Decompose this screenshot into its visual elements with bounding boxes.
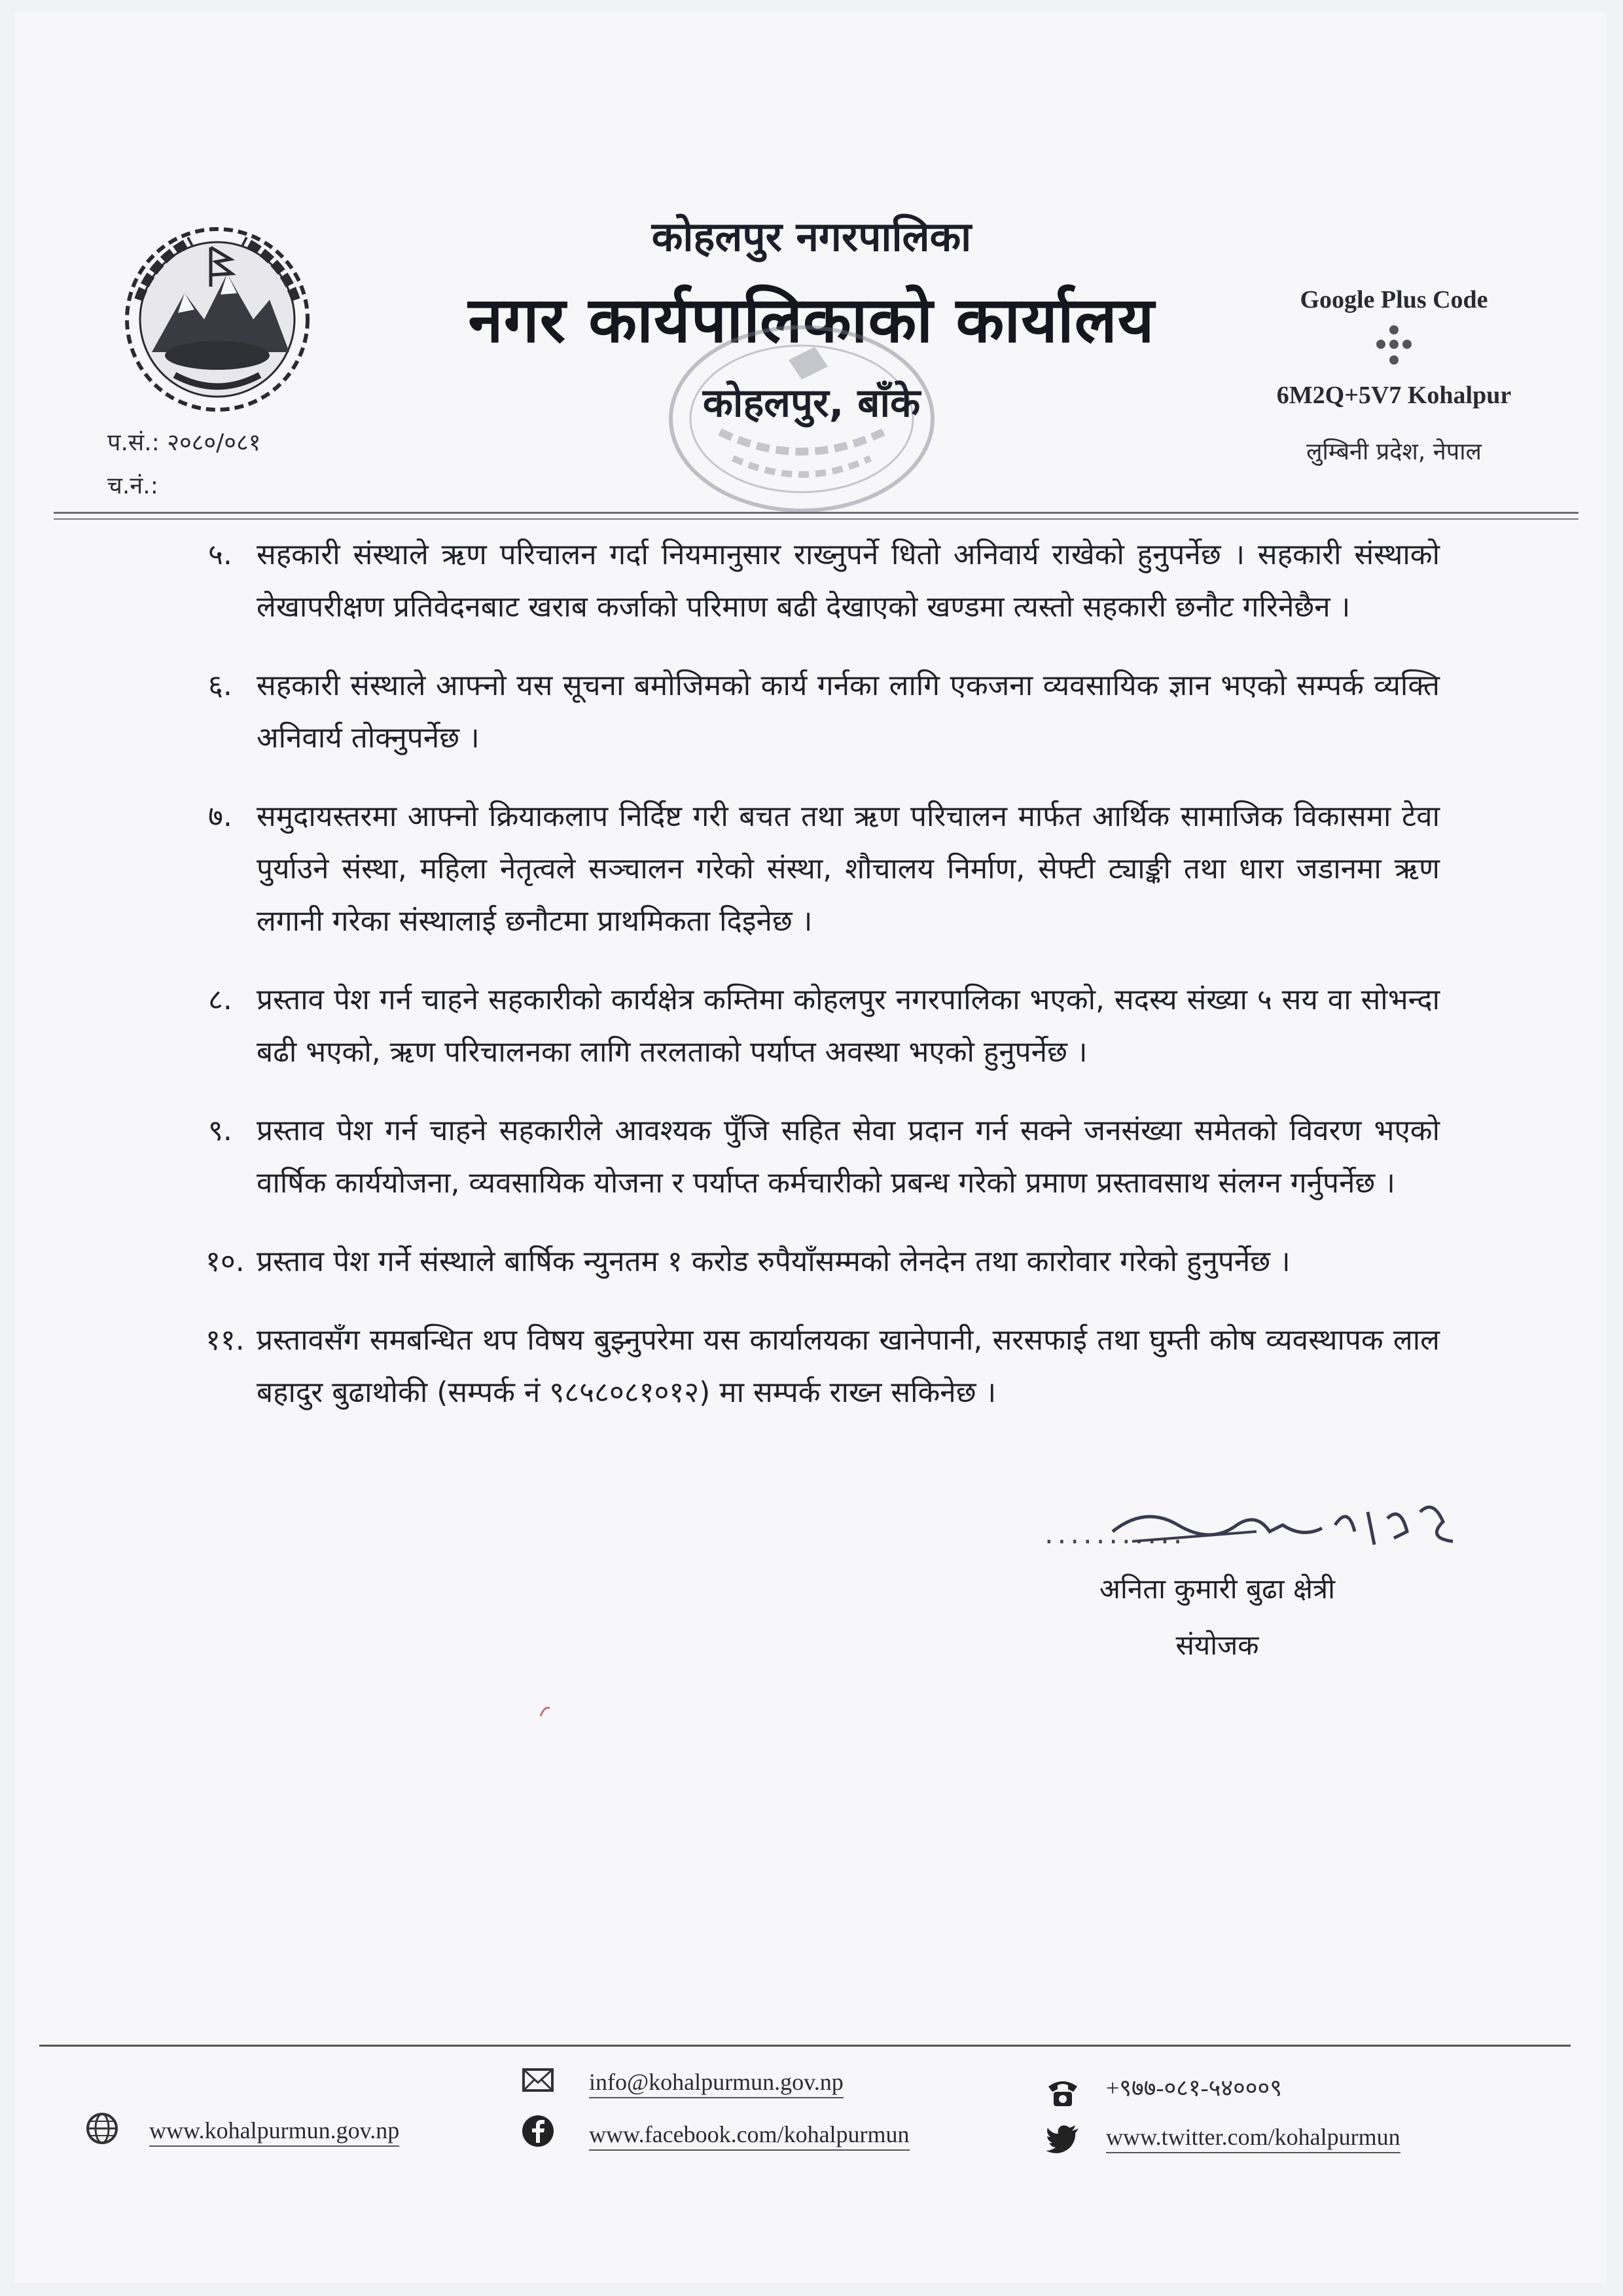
- globe-icon: [84, 2110, 120, 2147]
- list-item: [196, 791, 1440, 948]
- plus-code-label: Google Plus Code: [1300, 286, 1488, 314]
- office-subtitle: कोहलपुर नगरपालिका: [651, 213, 972, 260]
- plus-code-region: लुम्बिनी प्रदेश, नेपाल: [1306, 439, 1482, 465]
- list-item-text: प्रस्ताव पेश गर्ने संस्थाले बार्षिक न्युनतम १ करोड रुपैयाँसम्मको लेनदेन तथा कारोवार गरेको हुनुपर्नेछ ।: [257, 1245, 1291, 1278]
- mail-icon: [520, 2062, 556, 2098]
- signatory-name: अनिता कुमारी बुढा क्षेत्री: [1099, 1573, 1336, 1605]
- list-item-number: ७.: [208, 800, 232, 833]
- list-item-text: सहकारी संस्थाले ऋण परिचालन गर्दा नियमानुसार राख्नुपर्ने धितो अनिवार्य राखेको हुनुपर्नेछ । सहकारी संस्थाको लेखापरीक्षण प्रतिवेदनबाट खराब कर्जाको परिमाण बढी देखाएको खण्डमा त्यस्तो सहकारी छनौट गरिनेछैन ।: [257, 538, 1440, 624]
- list-item: [196, 1105, 1440, 1210]
- footer-divider: [39, 2045, 1571, 2047]
- ref-patra-sankhya: प.सं.: २०८०/०८१: [107, 429, 261, 456]
- handwritten-signature-icon: [1086, 1486, 1492, 1571]
- list-item-text: प्रस्तावसँग समबन्धित थप विषय बुझ्नुपरेमा यस कार्यालयका खानेपानी, सरसफाई तथा घुम्ती कोष व्यवस्थापक लाल बहादुर बुढाथोकी (सम्पर्क नं ९८५८०८१०१२) मा सम्पर्क राख्न सकिनेछ ।: [257, 1323, 1440, 1409]
- twitter-icon: [1044, 2121, 1081, 2157]
- list-item-text: सहकारी संस्थाले आफ्नो यस सूचना बमोजिमको कार्य गर्नका लागि एकजना व्यवसायिक ज्ञान भएको सम्पर्क व्यक्ति अनिवार्य तोक्नुपर्नेछ ।: [257, 669, 1440, 755]
- notice-items-list: [196, 529, 1440, 1445]
- plus-code-icon: [1361, 323, 1427, 376]
- header-divider-secondary: [54, 518, 1578, 520]
- list-item-number: १०.: [205, 1245, 245, 1278]
- facebook-icon: [520, 2113, 556, 2149]
- phone-number: +९७७-०८१-५४०००९: [1106, 2075, 1282, 2101]
- list-item-text: समुदायस्तरमा आफ्नो क्रियाकलाप निर्दिष्ट गरी बचत तथा ऋण परिचालन मार्फत आर्थिक सामाजिक विकासमा टेवा पुर्याउने संस्था, महिला नेतृत्वले सञ्चालन गरेको संस्था, शौचालय निर्माण, सेफ्टी ट्याङ्की तथा धारा जडानमा ऋण लगानी गरेका संस्थालाई छनौटमा प्राथमिकता दिइनेछ ।: [257, 800, 1440, 938]
- phone-icon: [1044, 2073, 1081, 2110]
- facebook-link[interactable]: www.facebook.com/kohalpurmun: [589, 2121, 910, 2151]
- website-link[interactable]: www.kohalpurmun.gov.np: [149, 2117, 399, 2147]
- ref-chalani-number: च.नं.:: [107, 473, 158, 499]
- office-location: कोहलपुर, बाँके: [702, 380, 921, 426]
- list-item-number: ११.: [205, 1323, 245, 1357]
- twitter-link[interactable]: www.twitter.com/kohalpurmun: [1106, 2123, 1400, 2153]
- list-item: [196, 660, 1440, 764]
- signature-dotted-line: ...........: [1042, 1522, 1184, 1549]
- list-item: [196, 1314, 1440, 1419]
- list-item-number: ८.: [208, 983, 232, 1016]
- signatory-role: संयोजक: [1175, 1629, 1259, 1661]
- list-item: [196, 1236, 1440, 1288]
- list-item: [196, 529, 1440, 634]
- plus-code-value: 6M2Q+5V7 Kohalpur: [1276, 382, 1512, 409]
- stray-ink-mark: [535, 1702, 555, 1721]
- list-item-number: ९.: [208, 1114, 232, 1147]
- list-item-number: ५.: [208, 538, 232, 571]
- list-item: [196, 974, 1440, 1079]
- list-item-text: प्रस्ताव पेश गर्न चाहने सहकारीको कार्यक्षेत्र कम्तिमा कोहलपुर नगरपालिका भएको, सदस्य संख्या ५ सय वा सोभन्दा बढी भएको, ऋण परिचालनका लागि तरलताको पर्याप्त अवस्था भएको हुनुपर्नेछ ।: [257, 983, 1440, 1069]
- office-title: नगर कार्यपालिकाको कार्यालय: [468, 283, 1155, 357]
- list-item-text: प्रस्ताव पेश गर्न चाहने सहकारीले आवश्यक पुँजि सहित सेवा प्रदान गर्न सक्ने जनसंख्या समेतको विवरण भएको वार्षिक कार्ययोजना, व्यवसायिक योजना र पर्याप्त कर्मचारीको प्रबन्ध गरेको प्रमाण प्रस्तावसाथ संलग्न गर्नुपर्नेछ ।: [257, 1114, 1440, 1200]
- list-item-number: ६.: [208, 669, 232, 702]
- email-link[interactable]: info@kohalpurmun.gov.np: [589, 2068, 844, 2098]
- header-divider: [54, 512, 1578, 514]
